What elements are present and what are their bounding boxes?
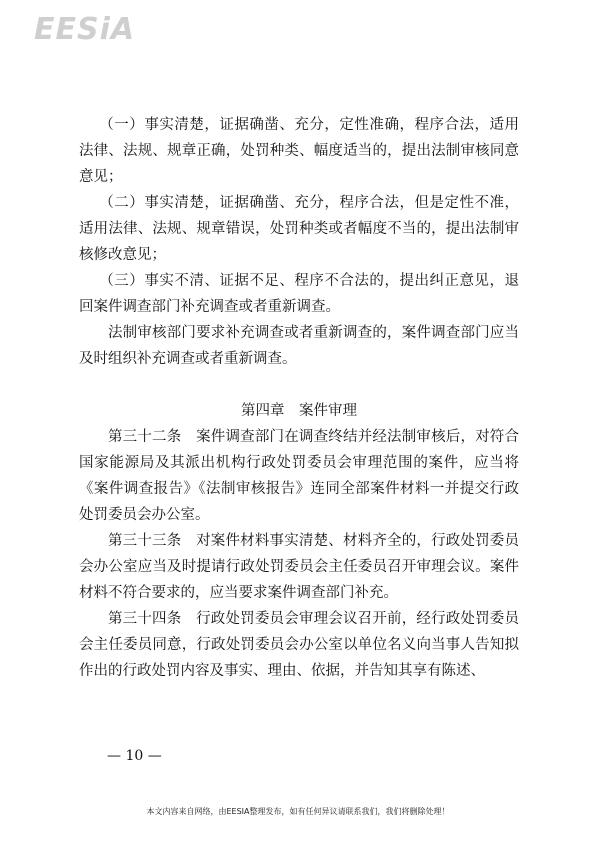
eesia-logo: EESiA — [34, 12, 136, 47]
document-body — [79, 112, 519, 684]
chapter-title: 第四章 案件审理 — [241, 403, 357, 419]
clause-item-1: （一）事实清楚，证据确凿、充分，定性准确，程序合法，适用法律、法规、规章正确，处罚种类、幅度适当的，提出法制审核同意意见； — [79, 117, 519, 185]
paragraph-supplementary-investigation: 法制审核部门要求补充调查或者重新调查的，案件调查部门应当及时组织补充调查或者重新调查。 — [79, 325, 519, 367]
clause-item-3: （三）事实不清、证据不足、程序不合法的，提出纠正意见，退回案件调查部门补充调查或者重新调查。 — [79, 273, 519, 315]
clause-item-2: （二）事实清楚，证据确凿、充分，程序合法，但是定性不准，适用法律、法规、规章错误，处罚种类或者幅度不当的，提出法制审核修改意见； — [79, 195, 519, 263]
article-34: 第三十四条 行政处罚委员会审理会议召开前，经行政处罚委员会主任委员同意，行政处罚委员会办公室以单位名义向当事人告知拟作出的行政处罚内容及事实、理由、依据，并告知其享有陈述、 — [79, 611, 519, 679]
footer-disclaimer: 本文内容来自网络，由EESIA整理发布，如有任何异议请联系我们，我们将删除处理！ — [146, 807, 450, 816]
page-number: — 10 — — [107, 748, 162, 764]
article-32: 第三十二条 案件调查部门在调查终结并经法制审核后，对符合国家能源局及其派出机构行政处罚委员会审理范围的案件，应当将《案件调查报告》《法制审核报告》连同全部案件材料一并提交行政处罚委员会办公室。 — [79, 429, 519, 523]
article-33: 第三十三条 对案件材料事实清楚、材料齐全的，行政处罚委员会办公室应当及时提请行政处罚委员会主任委员召开审理会议。案件材料不符合要求的，应当要求案件调查部门补充。 — [79, 533, 519, 601]
